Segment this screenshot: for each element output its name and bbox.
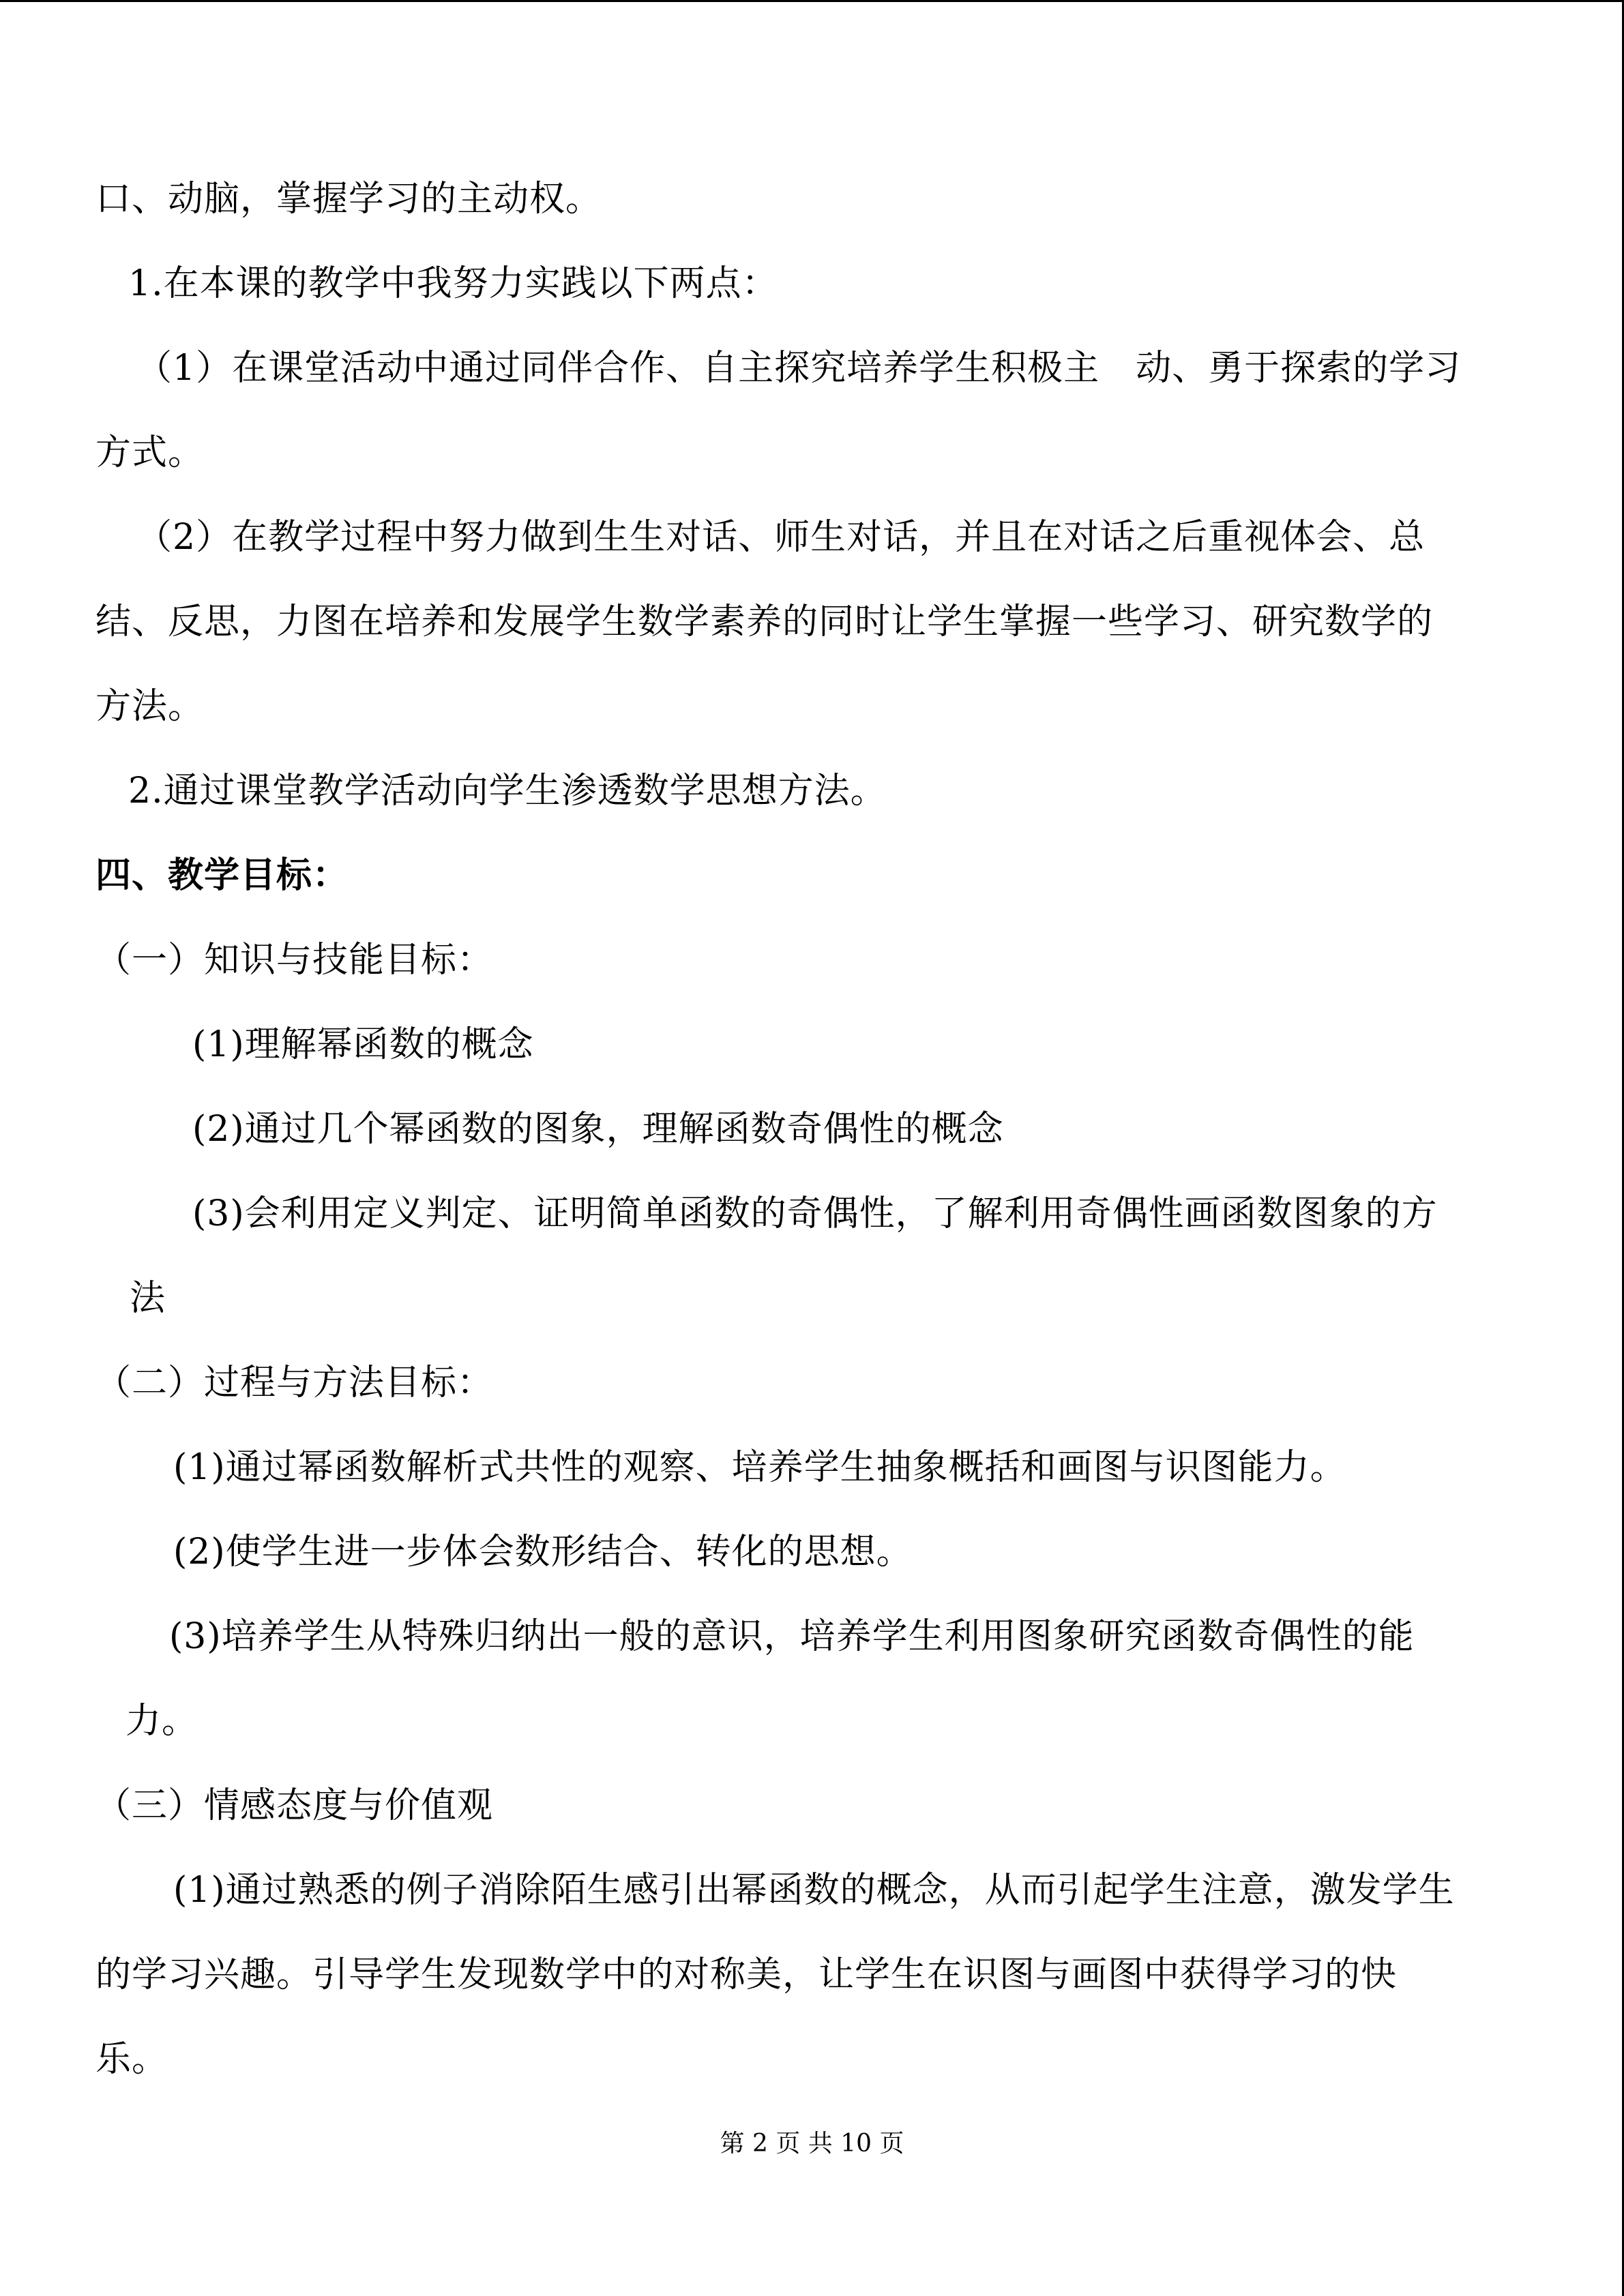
subsection-heading: （三）情感态度与价值观	[95, 1785, 494, 1826]
section-heading: 四、教学目标：	[95, 854, 349, 896]
text-line: (2)使学生进一步体会数形结合、转化的思想。	[173, 1532, 913, 1572]
text-line: (3)培养学生从特殊归纳出一般的意识，培养学生利用图象研究函数奇偶性的能	[169, 1616, 1415, 1657]
text-line: 方法。	[95, 686, 205, 727]
text-line: (1)理解幂函数的概念	[192, 1024, 534, 1065]
subsection-heading: （二）过程与方法目标：	[95, 1362, 494, 1403]
text-line: 法	[130, 1278, 166, 1319]
text-line: 的学习兴趣。引导学生发现数学中的对称美，让学生在识图与画图中获得学习的快	[95, 1954, 1398, 1995]
text-line: （2）在教学过程中努力做到生生对话、师生对话，并且在对话之后重视体会、总	[136, 517, 1426, 558]
page-border-top	[0, 0, 1624, 2]
text-line: 力。	[126, 1701, 198, 1742]
text-line: (1)通过幂函数解析式共性的观察、培养学生抽象概括和画图与识图能力。	[173, 1447, 1346, 1488]
text-line: (3)会利用定义判定、证明简单函数的奇偶性，了解利用奇偶性画函数图象的方	[192, 1193, 1438, 1234]
text-line: 乐。	[95, 2039, 168, 2080]
text-line: 1.在本课的教学中我努力实践以下两点：	[128, 263, 778, 304]
page-footer: 第 2 页 共 10 页	[720, 2130, 904, 2158]
text-line: (2)通过几个幂函数的图象，理解函数奇偶性的概念	[192, 1109, 1004, 1150]
text-line: （1）在课堂活动中通过同伴合作、自主探究培养学生积极主 动、勇于探索的学习	[136, 348, 1462, 389]
text-line: 口、动脑，掌握学习的主动权。	[95, 179, 602, 220]
text-line: 结、反思，力图在培养和发展学生数学素养的同时让学生掌握一些学习、研究数学的	[95, 601, 1434, 642]
text-line: 方式。	[95, 432, 205, 473]
text-line: (1)通过熟悉的例子消除陌生感引出幂函数的概念，从而引起学生注意，激发学生	[173, 1870, 1455, 1911]
subsection-heading: （一）知识与技能目标：	[95, 940, 494, 981]
text-line: 2.通过课堂教学活动向学生渗透数学思想方法。	[128, 771, 887, 811]
